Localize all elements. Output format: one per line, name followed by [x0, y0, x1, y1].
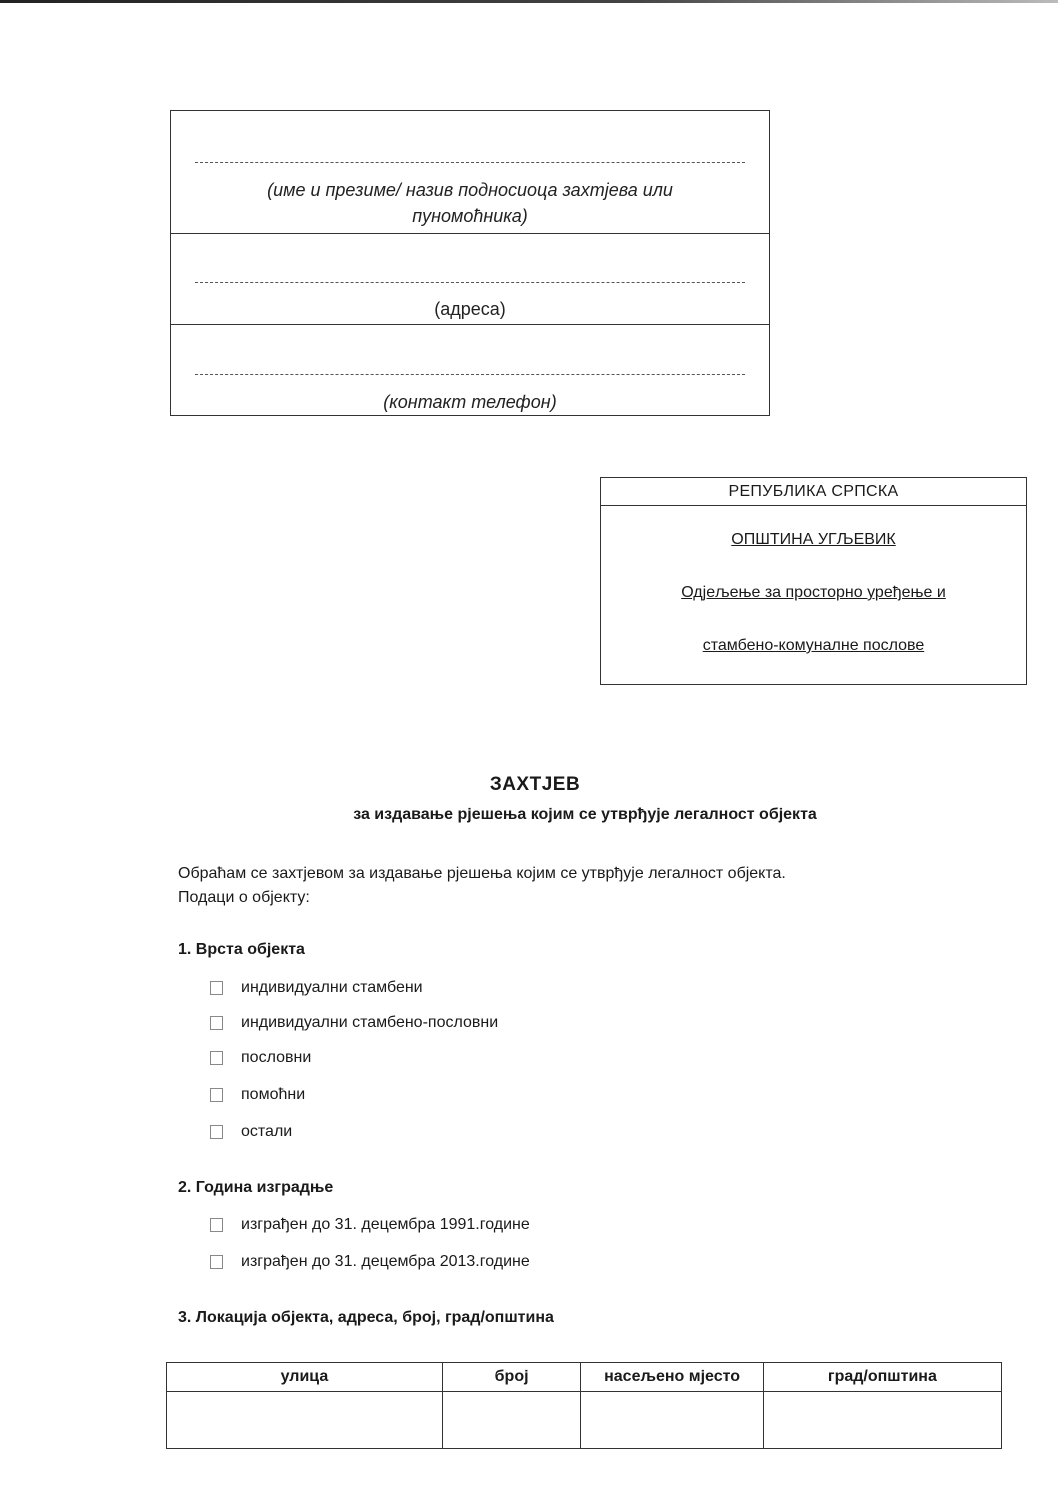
republic-label: РЕПУБЛИКА СРПСКА: [601, 478, 1026, 506]
applicant-phone-row: [171, 325, 769, 415]
checkbox[interactable]: [210, 1218, 223, 1232]
name-caption-line2: пуномоћника): [412, 206, 528, 226]
city-cell[interactable]: [763, 1392, 1001, 1449]
table-header-row: [167, 1363, 1002, 1392]
object-type-title: 1. Врста објекта: [178, 941, 305, 958]
checkbox[interactable]: [210, 1088, 223, 1102]
address-caption: (адреса): [434, 299, 506, 319]
address-fill-line[interactable]: [195, 282, 745, 283]
phone-caption: (контакт телефон): [383, 392, 557, 412]
checkbox[interactable]: [210, 981, 223, 995]
phone-fill-line[interactable]: [195, 374, 745, 375]
checkbox[interactable]: [210, 1051, 223, 1065]
intro-line1: Обраћам се захтјевом за издавање рјешења којим се утврђује легалност објекта.: [178, 865, 786, 882]
option-individual-residential-business[interactable]: индивидуални стамбено-пословни: [210, 1012, 498, 1034]
intro-line2: Подаци о објекту:: [178, 889, 310, 906]
option-auxiliary[interactable]: помоћни: [210, 1084, 305, 1106]
location-title: 3. Локација објекта, адреса, број, град/општина: [178, 1309, 554, 1326]
name-caption-line1: (име и презиме/ назив подносиоца захтјева или: [267, 180, 673, 200]
name-fill-line[interactable]: [195, 162, 745, 163]
location-table: [166, 1362, 1002, 1449]
option-built-2013[interactable]: изграђен до 31. децембра 2013.године: [210, 1251, 530, 1273]
column-street: улица: [167, 1363, 443, 1392]
intro-text: [178, 862, 958, 910]
department-line2: стамбено-комуналне послове: [702, 637, 925, 654]
department-line1: Одјељење за просторно уређење и: [681, 584, 946, 601]
number-cell[interactable]: [442, 1392, 580, 1449]
applicant-address-row: [171, 234, 769, 325]
settlement-cell[interactable]: [581, 1392, 763, 1449]
option-other[interactable]: остали: [210, 1121, 292, 1143]
option-built-1991[interactable]: изграђен до 31. децембра 1991.године: [210, 1214, 530, 1236]
column-settlement: насељено мјесто: [581, 1363, 763, 1392]
table-row: [167, 1392, 1002, 1449]
authority-box: [600, 477, 1027, 685]
construction-year-title: 2. Година изградње: [178, 1179, 334, 1196]
option-business[interactable]: пословни: [210, 1047, 311, 1069]
municipality-label: ОПШТИНА УГЉЕВИК: [731, 531, 896, 548]
scan-edge: [0, 0, 1058, 3]
applicant-box: [170, 110, 770, 416]
checkbox[interactable]: [210, 1255, 223, 1269]
street-cell[interactable]: [167, 1392, 443, 1449]
option-individual-residential[interactable]: индивидуални стамбени: [210, 977, 423, 999]
checkbox[interactable]: [210, 1125, 223, 1139]
request-subtitle: за издавање рјешења којим се утврђује легалност објекта: [353, 806, 817, 823]
request-title: ЗАХТЈЕВ: [489, 774, 581, 795]
checkbox[interactable]: [210, 1016, 223, 1030]
applicant-name-row: [171, 111, 769, 234]
column-number: број: [442, 1363, 580, 1392]
column-city: град/општина: [763, 1363, 1001, 1392]
